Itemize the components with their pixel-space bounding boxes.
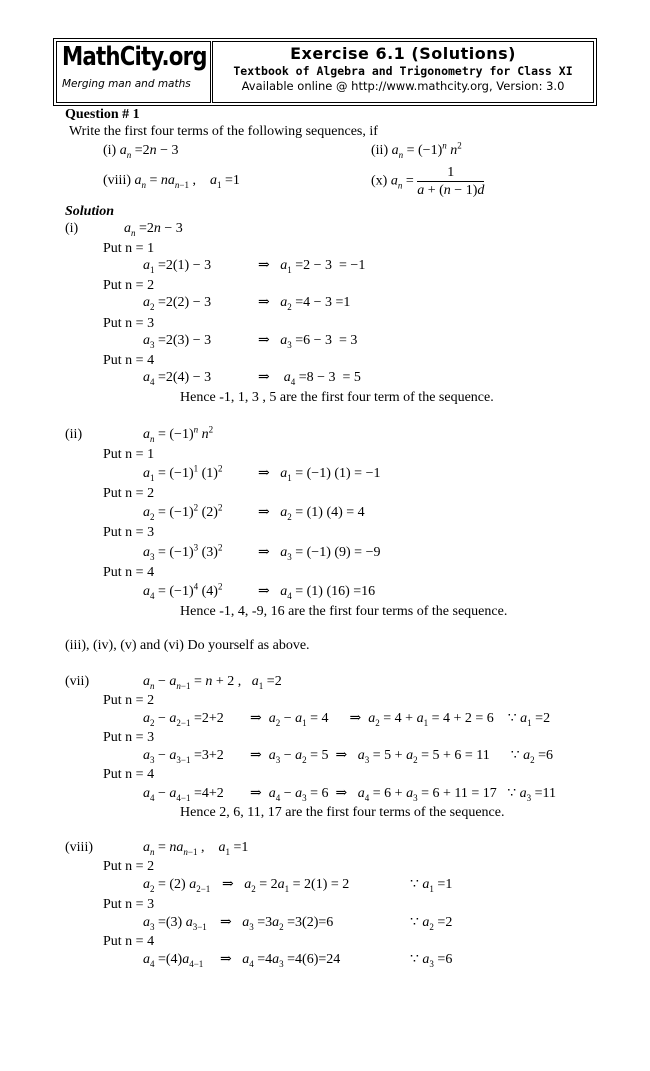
part-ii-formula: $a_n = (-1)^n$ $n^2$	[143, 424, 214, 444]
step-eq: $a_3 =(3)$ $a_{3-1}$	[143, 915, 207, 932]
step-result: ⇒ $a_2 =4 - 3 =1$	[258, 295, 351, 312]
put-n-1: Put n = 1	[103, 447, 155, 462]
site-tagline: Merging man and maths	[62, 78, 191, 90]
step-result: ⇒ $a_2 - a_1 = 4$ ⇒ $a_2 = 4 + a_1 = 4 + 2 = 6$ ∵ $a_1 =2$	[250, 711, 551, 728]
step-eq: $a_1 = (-1)^1$ $(1)^2$	[143, 463, 223, 483]
put-n-4: Put n = 4	[103, 767, 155, 782]
step-eq: $a_2 =2(2) - 3$	[143, 295, 212, 312]
textbook-subtitle: Textbook of Algebra and Trigonometry for Class XI	[233, 64, 573, 78]
step-result: ⇒ $a_3 - a_2 = 5$ ⇒ $a_3 = 5 + a_2 = 5 + 6 = 11$ ∵ $a_2 =6$	[250, 748, 554, 765]
step-eq: $a_3 - a_{3-1} =3+2$	[143, 748, 224, 765]
step-result: ⇒ $a_4 =4a_3 =4(6)=24$	[220, 952, 341, 969]
part-i-label: (i)	[65, 221, 79, 236]
step-reason: ∵ $a_3 =6$	[410, 952, 453, 969]
part-viii-label: (viii)	[65, 840, 93, 855]
step-eq: $a_2 - a_{2-1} =2+2$	[143, 711, 224, 728]
put-n-4: Put n = 4	[103, 934, 155, 949]
step-eq: $a_4 =2(4) - 3$	[143, 370, 212, 387]
put-n-2: Put n = 2	[103, 486, 155, 501]
part-label: (viii)	[103, 173, 131, 188]
put-n-3: Put n = 3	[103, 525, 155, 540]
put-n-2: Put n = 2	[103, 278, 155, 293]
question-heading: Question # 1	[65, 107, 140, 122]
question-prompt: Write the first four terms of the following sequences, if	[69, 124, 378, 139]
part-label: (ii)	[371, 143, 389, 158]
part-label: (i)	[103, 143, 117, 158]
availability-note: Available online @ http://www.mathcity.org, Version: 3.0	[241, 79, 565, 93]
put-n-3: Put n = 3	[103, 730, 155, 745]
put-n-1: Put n = 1	[103, 241, 155, 256]
part-viii-formula: $a_n = na_{n-1}$ , $a_1 =1$	[143, 840, 249, 857]
step-result: ⇒ $a_3 = (-1) (9) = -9$	[258, 545, 381, 562]
logo-cell	[56, 41, 211, 103]
step-reason: ∵ $a_1 =1$	[410, 877, 453, 894]
part-i-conclusion: Hence -1, 1, 3 , 5 are the first four term of the sequence.	[180, 390, 494, 405]
part-vii-label: (vii)	[65, 674, 90, 689]
exercise-title: Exercise 6.1 (Solutions)	[290, 44, 516, 63]
question-part-viii: (viii) $a_n = na_{n-1}$ , $a_1 =1$	[103, 173, 240, 190]
step-eq: $a_3 =2(3) - 3$	[143, 333, 212, 350]
question-part-ii: (ii) $a_n = (-1)^n$ $n^2$	[371, 140, 462, 160]
step-eq: $a_2 = (2)$ $a_{2-1}$	[143, 877, 211, 894]
put-n-4: Put n = 4	[103, 565, 155, 580]
step-result: ⇒ $a_1 =2 - 3 = -1$	[258, 258, 366, 275]
put-n-4: Put n = 4	[103, 353, 155, 368]
solution-heading: Solution	[65, 204, 115, 219]
put-n-2: Put n = 2	[103, 693, 155, 708]
step-eq: $a_4 = (-1)^4$ $(4)^2$	[143, 581, 223, 601]
step-result: ⇒ $a_4 = (1)$ (16) =16	[258, 584, 376, 601]
part-vii-formula: $a_n - a_{n-1} = n + 2$ , $a_1 =2$	[143, 674, 282, 691]
question-part-x: (x) $a_n$ = $\frac{1}{a + (n - 1)d}$	[371, 165, 485, 198]
part-vii-conclusion: Hence 2, 6, 11, 17 are the first four terms of the sequence.	[180, 805, 505, 820]
step-eq: $a_1 =2(1) - 3$	[143, 258, 212, 275]
step-result: ⇒ $a_3 =6 - 3 = 3$	[258, 333, 358, 350]
step-eq: $a_4 - a_{4-1} =4+2$	[143, 786, 224, 803]
part-label: (x)	[371, 173, 388, 189]
put-n-3: Put n = 3	[103, 897, 155, 912]
put-n-3: Put n = 3	[103, 316, 155, 331]
step-result: ⇒ $a_4 - a_3 = 6$ ⇒ $a_4 = 6 + a_3 = 6 + 11 = 17$ ∵ $a_3 =11$	[250, 786, 557, 803]
step-reason: ∵ $a_2 =2$	[410, 915, 453, 932]
part-ii-label: (ii)	[65, 427, 83, 442]
step-eq: $a_2 = (-1)^2$ $(2)^2$	[143, 502, 223, 522]
fraction: $\frac{1}{a + (n - 1)d}$	[417, 165, 485, 198]
title-cell	[212, 41, 594, 103]
step-result: ⇒ $a_2 = (1) (4) = 4$	[258, 505, 365, 522]
parts-iii-vi-note: (iii), (iv), (v) and (vi) Do yourself as above.	[65, 638, 310, 653]
part-ii-conclusion: Hence -1, 4, -9, 16 are the first four terms of the sequence.	[180, 604, 508, 619]
question-part-i: (i) $a_n =2n - 3$	[103, 143, 179, 160]
put-n-2: Put n = 2	[103, 859, 155, 874]
header-box	[53, 38, 597, 106]
step-result: ⇒ $a_1 = (-1) (1) = -1$	[258, 466, 381, 483]
site-logo[interactable]: MathCity.org	[62, 42, 207, 72]
step-result: ⇒ $a_2 = 2a_1 = 2(1) = 2$	[222, 877, 350, 894]
part-i-formula: $a_n =2n - 3$	[124, 221, 183, 238]
step-result: ⇒ $a_3 =3a_2 =3(2)=6$	[220, 915, 334, 932]
step-result: ⇒ $a_4 =8 - 3 = 5$	[258, 370, 361, 387]
step-eq: $a_4 =(4)a_{4-1}$	[143, 952, 204, 969]
step-eq: $a_3 = (-1)^3$ $(3)^2$	[143, 542, 223, 562]
